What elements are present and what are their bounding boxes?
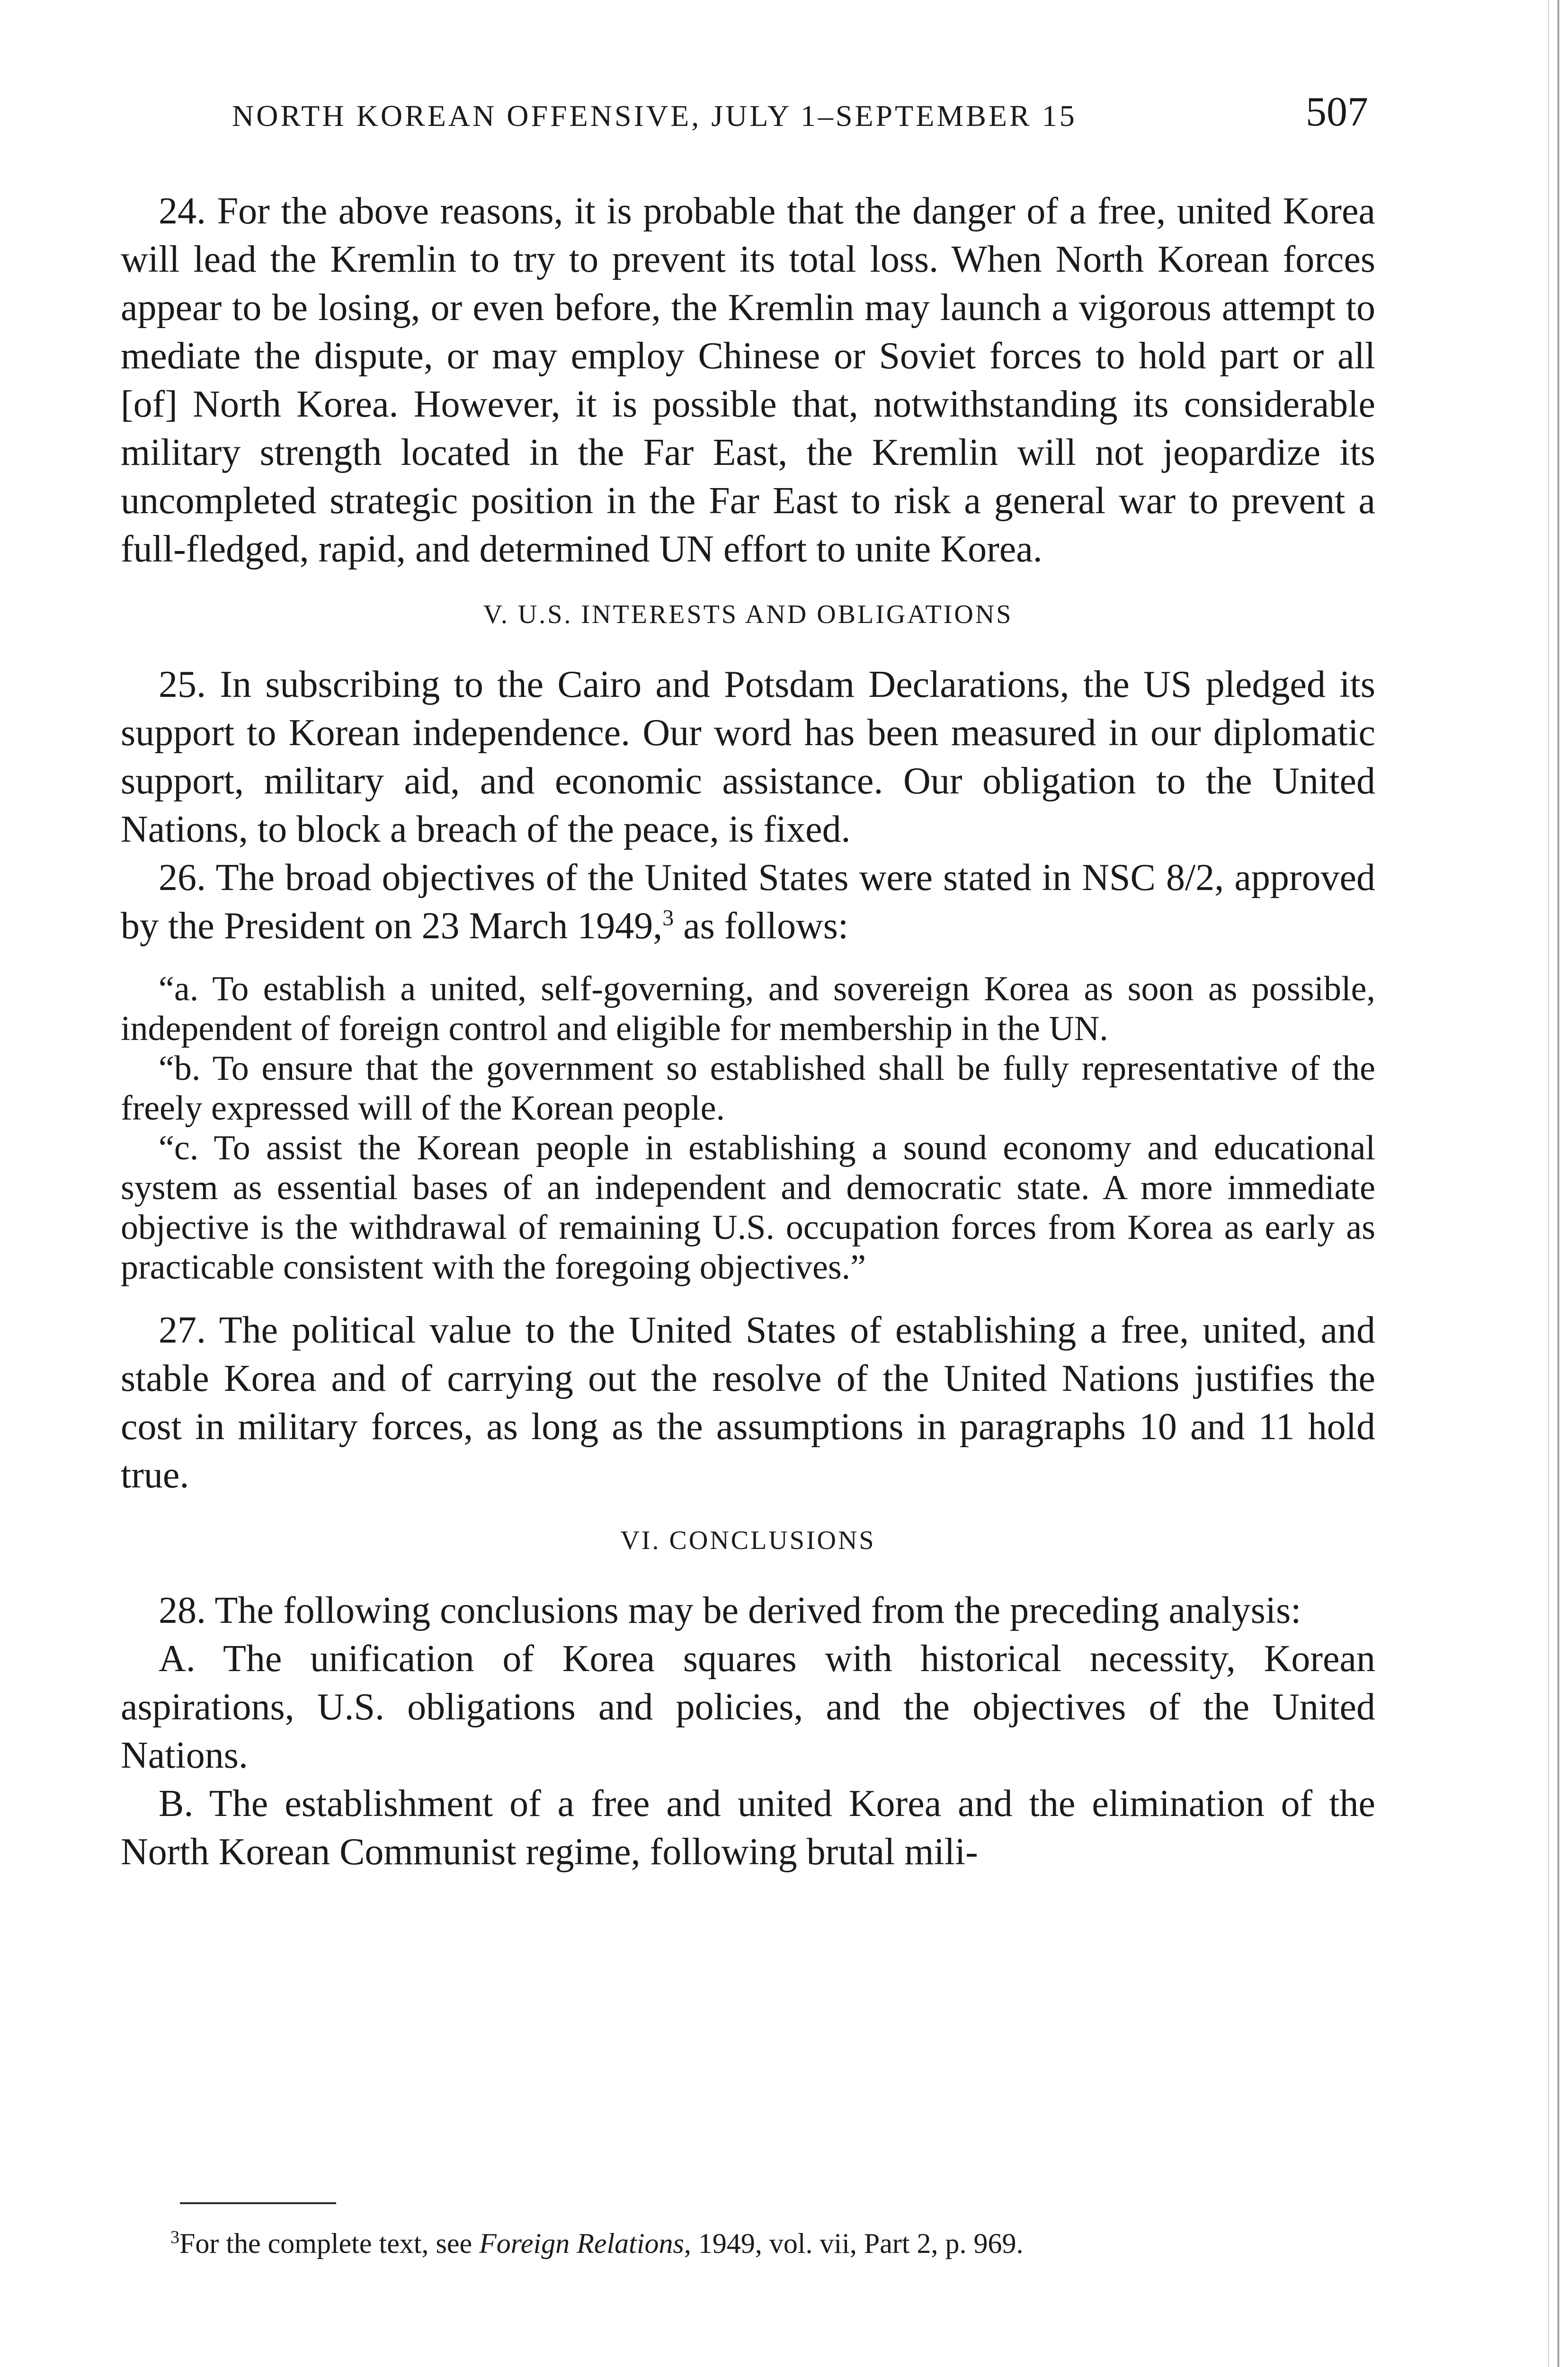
footnote-text: For the complete text, see bbox=[179, 2228, 480, 2259]
paragraph-27: 27. The political value to the United States of establishing a free, united, and stable Korea and of carrying out the resolve of the United Nations justifies the cost in military forces, as long as the assumptions in paragraphs 10 and 11 hold true. bbox=[121, 1309, 1375, 1496]
footnote-source-title: Foreign Relations bbox=[479, 2228, 684, 2259]
page-edge-line bbox=[1548, 0, 1549, 2367]
conclusion-b: B. The establishment of a free and united Korea and the elimination of the North Korean Communist regime, following brutal mili- bbox=[121, 1783, 1375, 1873]
paragraph-28: 28. The following conclusions may be derived from the preceding analysis: bbox=[159, 1590, 1301, 1631]
quote-objective-a: “a. To establish a united, self-governing, and sovereign Korea as soon as possible, independent of foreign control and eligible for membership in the UN. bbox=[121, 970, 1375, 1048]
page-edge-shadow bbox=[1557, 0, 1559, 2367]
page-number: 507 bbox=[1306, 89, 1368, 135]
section-heading-conclusions: VI. CONCLUSIONS bbox=[620, 1526, 876, 1555]
paragraph-25: 25. In subscribing to the Cairo and Potsdam Declarations, the US pledged its support to Korean independence. Our word has been measured in our diplomatic support, military aid, and economic assistance. Our obligation to the United Nations, to block a breach of the peace, is fixed. bbox=[121, 664, 1375, 850]
paragraph-24: 24. For the above reasons, it is probable that the danger of a free, united Korea will lead the Kremlin to try to prevent its total loss. When North Korean forces appear to be losing, or even before, the Kremlin may launch a vigorous attempt to mediate the dispute, or may employ Chinese or Soviet forces to hold part or all [of] North Korea. However, it is possible that, notwithstanding its considerable military strength located in the Far East, the Kremlin will not jeopardize its uncompleted strategic position in the Far East to risk a general war to prevent a full-fledged, rapid, and determined UN effort to unite Korea. bbox=[121, 190, 1375, 570]
running-head bbox=[232, 89, 1368, 145]
footnote-divider bbox=[180, 2202, 336, 2204]
page-body bbox=[121, 187, 1375, 1876]
quoted-objectives bbox=[121, 969, 1375, 1287]
footnote-reference: 3 bbox=[662, 905, 674, 931]
paragraph-26-tail: as follows: bbox=[674, 905, 849, 947]
footnote-citation: , 1949, vol. vii, Part 2, p. 969. bbox=[684, 2228, 1024, 2259]
section-heading-interests: V. U.S. INTERESTS AND OBLIGATIONS bbox=[483, 600, 1013, 629]
conclusion-a: A. The unification of Korea squares with historical necessity, Korean aspirations, U.S. obligations and policies, and the objectives of the United Nations. bbox=[121, 1638, 1375, 1776]
footnote-marker: 3 bbox=[170, 2227, 179, 2247]
paragraph-26-text: 26. The broad objectives of the United States were stated in NSC 8/2, approved by the President on 23 March 1949, bbox=[121, 857, 1375, 947]
quote-objective-c: “c. To assist the Korean people in establishing a sound economy and educational system as essential bases of an independent and democratic state. A more immediate objective is the withdrawal of remaining U.S. occupation forces from Korea as early as practicable consistent with the foregoing objectives.” bbox=[121, 1129, 1375, 1287]
paragraph-26 bbox=[121, 854, 1375, 950]
quote-objective-b: “b. To ensure that the government so established shall be fully representative of the freely expressed will of the Korean people. bbox=[121, 1049, 1375, 1128]
footnote bbox=[170, 2220, 1401, 2260]
running-title: NORTH KOREAN OFFENSIVE, JULY 1–SEPTEMBER 15 bbox=[232, 99, 1077, 133]
